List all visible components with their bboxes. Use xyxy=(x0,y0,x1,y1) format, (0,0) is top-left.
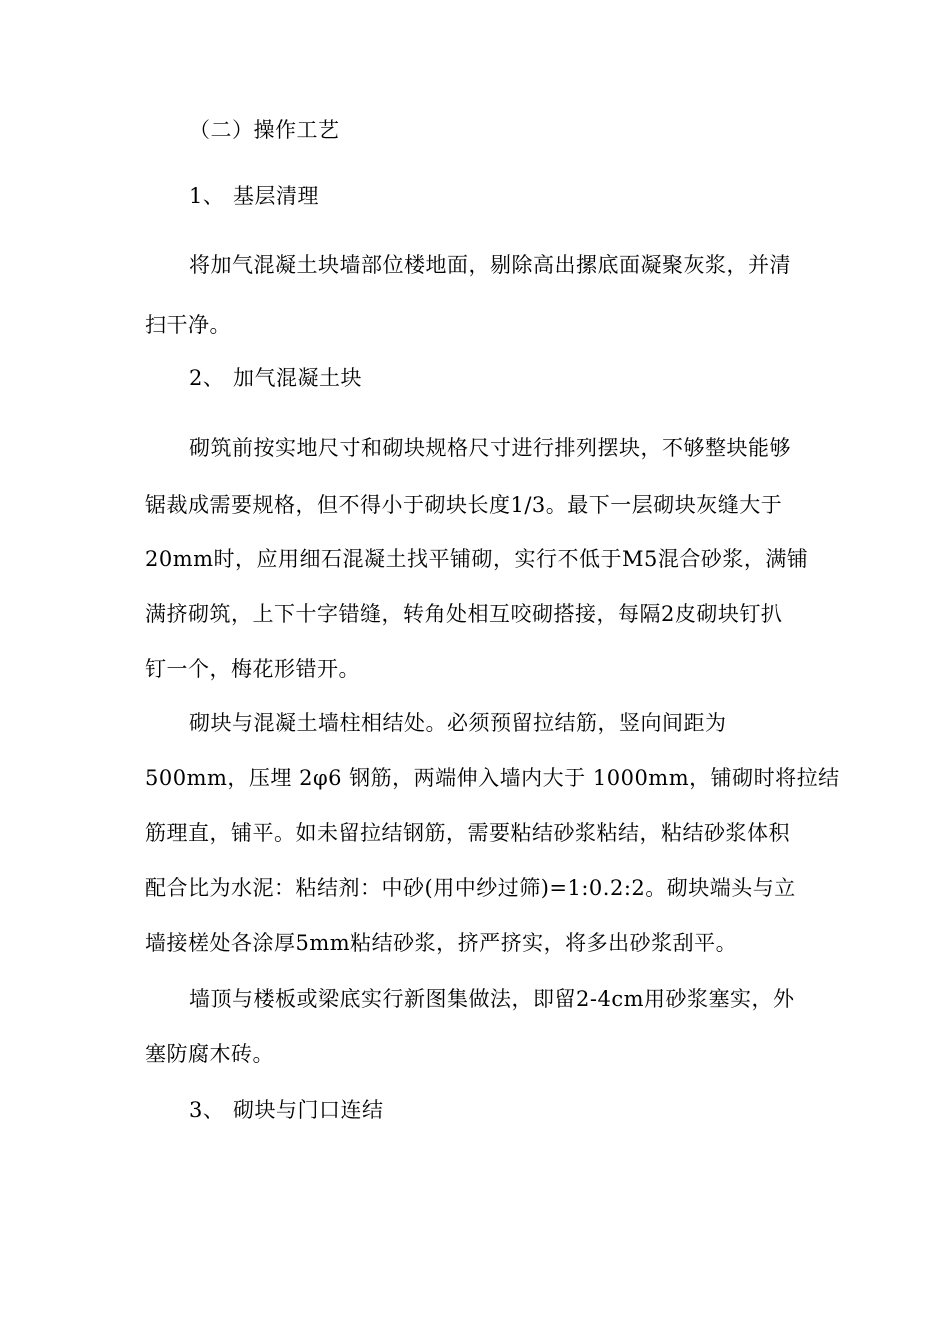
paragraph-line: 满挤砌筑，上下十字错缝，转角处相互咬砌搭接，每隔2皮砌块钉扒 xyxy=(145,602,783,626)
paragraph-line: 配合比为水泥：粘结剂：中砂(用中纱过筛)=1:0.2:2。砌块端头与立 xyxy=(145,876,796,900)
paragraph-line: 将加气混凝土块墙部位楼地面，剔除高出摞底面凝聚灰浆，并清 xyxy=(189,253,791,277)
item-heading-2 xyxy=(189,365,859,391)
item-number: 3、 xyxy=(189,1098,225,1122)
item-number: 1、 xyxy=(189,184,225,208)
item-number: 2、 xyxy=(189,366,225,390)
paragraph-line: 20mm时，应用细石混凝土找平铺砌，实行不低于M5混合砂浆，满铺 xyxy=(145,547,809,571)
paragraph-line: 砌块与混凝土墙柱相结处。必须预留拉结筋，竖向间距为 xyxy=(189,711,727,735)
item-title: 砌块与门口连结 xyxy=(233,1098,384,1122)
item-heading-1 xyxy=(189,183,859,209)
item-title: 基层清理 xyxy=(233,184,319,208)
paragraph-line: 钉一个，梅花形错开。 xyxy=(145,657,360,681)
item-heading-3 xyxy=(189,1097,859,1123)
paragraph-line: 锯裁成需要规格，但不得小于砌块长度1/3。最下一层砌块灰缝大于 xyxy=(145,493,783,517)
paragraph-line: 筋理直，铺平。如未留拉结钢筋，需要粘结砂浆粘结，粘结砂浆体积 xyxy=(145,821,790,845)
paragraph-line: 塞防腐木砖。 xyxy=(145,1042,274,1066)
paragraph-line: 扫干净。 xyxy=(145,313,231,337)
paragraph-line: 墙顶与楼板或梁底实行新图集做法，即留2-4cm用砂浆塞实，外 xyxy=(189,987,795,1011)
item-title: 加气混凝土块 xyxy=(233,366,362,390)
section-heading: （二）操作工艺 xyxy=(189,118,340,142)
paragraph-line: 砌筑前按实地尺寸和砌块规格尺寸进行排列摆块，不够整块能够 xyxy=(189,436,791,460)
paragraph-line: 墙接槎处各涂厚5mm粘结砂浆，挤严挤实，将多出砂浆刮平。 xyxy=(145,931,738,955)
paragraph-line: 500mm，压埋 2φ6 钢筋，两端伸入墙内大于 1000mm，铺砌时将拉结 xyxy=(145,766,840,790)
